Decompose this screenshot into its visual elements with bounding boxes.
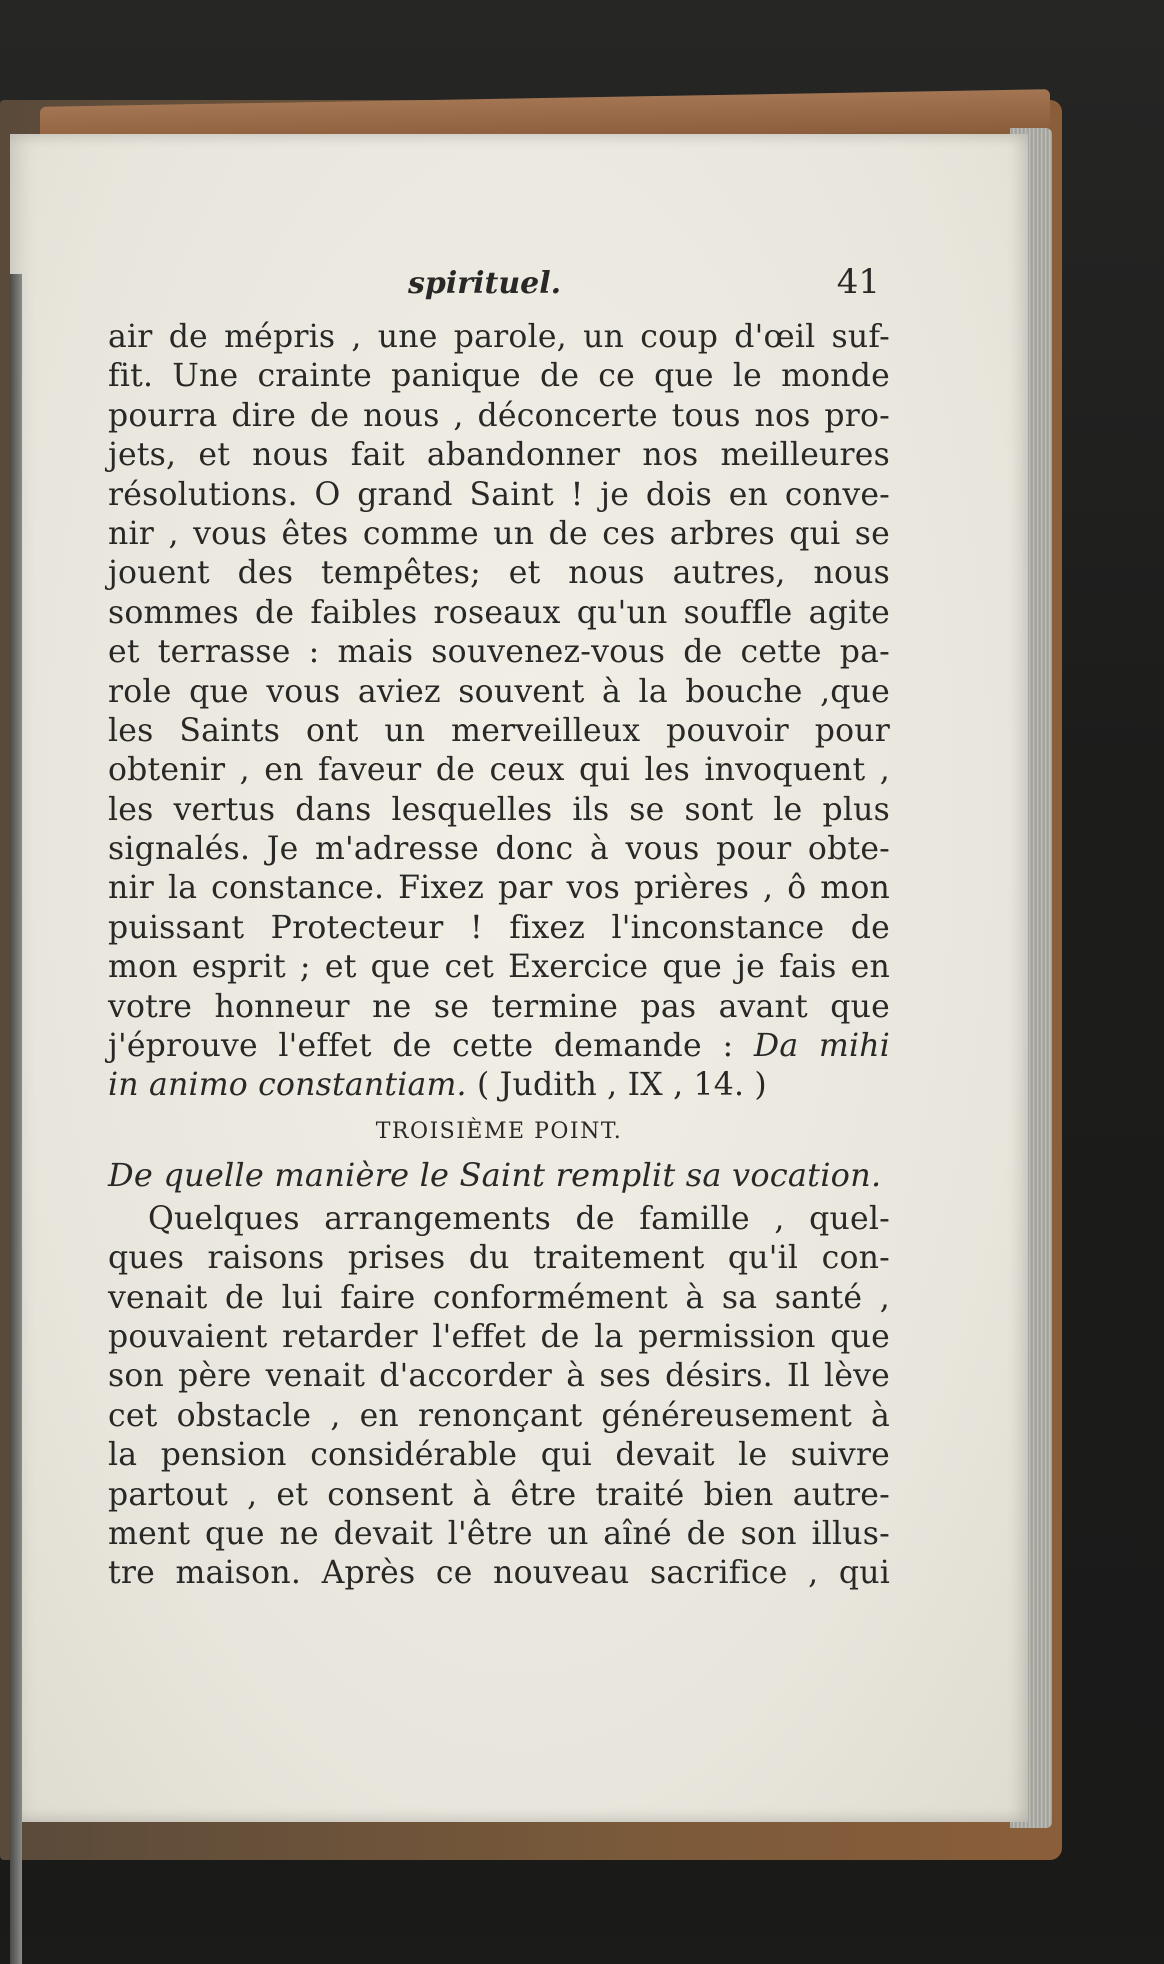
running-head (108, 262, 890, 314)
running-head-title: spirituel. (408, 266, 562, 301)
citation-latin-2: in animo constantiam. (108, 1067, 467, 1104)
paragraph-1-line: jets, et nous fait abandonner nos meilleures (108, 437, 890, 474)
paragraph-1-line: mon esprit ; et que cet Exercice que je fais en (108, 949, 890, 986)
paragraph-2-line: la pension considérable qui devait le suivre (108, 1437, 890, 1474)
paragraph-1-line-citation (108, 1027, 890, 1066)
paragraph-2-line: partout , et consent à être traité bien autre- (108, 1476, 890, 1513)
paragraph-2-line: ment que ne devait l'être un aîné de son illus- (108, 1515, 890, 1552)
paragraph-1-line: air de mépris , une parole, un coup d'œil suf- (108, 319, 890, 355)
paragraph-1-line: pourra dire de nous , déconcerte tous nos pro- (108, 397, 890, 434)
page-number: 41 (836, 262, 880, 302)
paragraph-1-line: votre honneur ne se termine pas avant que (108, 988, 890, 1025)
paragraph-2-line: venait de lui faire conformément à sa santé , (108, 1279, 890, 1316)
paragraph-2-line: cet obstacle , en renonçant généreusement à (108, 1397, 890, 1434)
page-gutter-shadow (10, 274, 22, 1964)
citation-latin-1: Da mihi (753, 1028, 890, 1065)
paragraph-2-line: tre maison. Après ce nouveau sacrifice , qui (108, 1555, 890, 1592)
paragraph-1-line-text: j'éprouve l'effet de cette demande : (108, 1028, 734, 1065)
paragraph-1-line: puissant Protecteur ! fixez l'inconstance de (108, 909, 890, 946)
body-lines (108, 318, 890, 1594)
paragraph-1-line: nir , vous êtes comme un de ces arbres qui se (108, 515, 890, 552)
citation-line (108, 1066, 890, 1105)
paragraph-1-line: fit. Une crainte panique de ce que le monde (108, 358, 890, 395)
paragraph-1-line: obtenir , en faveur de ceux qui les invoquent , (108, 752, 890, 789)
paragraph-2-line: son père venait d'accorder à ses désirs. Il lève (108, 1358, 890, 1395)
paragraph-1-line: et terrasse : mais souvenez-vous de cette pa- (108, 634, 890, 671)
paragraph-1-line: nir la constance. Fixez par vos prières , ô mon (108, 870, 890, 907)
paragraph-2-line: ques raisons prises du traitement qu'il con- (108, 1240, 890, 1277)
paragraph-1-line: les vertus dans lesquelles ils se sont le plus (108, 791, 890, 828)
section-heading: TROISIÈME POINT. (375, 1118, 623, 1144)
paragraph-1-line: jouent des tempêtes; et nous autres, nous (108, 555, 890, 592)
paragraph-1-line: role que vous aviez souvent à la bouche ,que (108, 673, 890, 710)
paragraph-2-line: pouvaient retarder l'effet de la permission que (108, 1318, 890, 1355)
paragraph-1-line: signalés. Je m'adresse donc à vous pour obte- (108, 831, 890, 868)
section-subtitle: De quelle manière le Saint remplit sa vocation. (108, 1155, 882, 1194)
paragraph-1-line: les Saints ont un merveilleux pouvoir pour (108, 712, 890, 749)
citation-reference: ( Judith , IX , 14. ) (476, 1067, 767, 1104)
paragraph-1-line: sommes de faibles roseaux qu'un souffle agite (108, 594, 890, 631)
paragraph-2-line: Quelques arrangements de famille , quel- (148, 1200, 890, 1237)
paragraph-1-line: résolutions. O grand Saint ! je dois en conve- (108, 476, 890, 513)
